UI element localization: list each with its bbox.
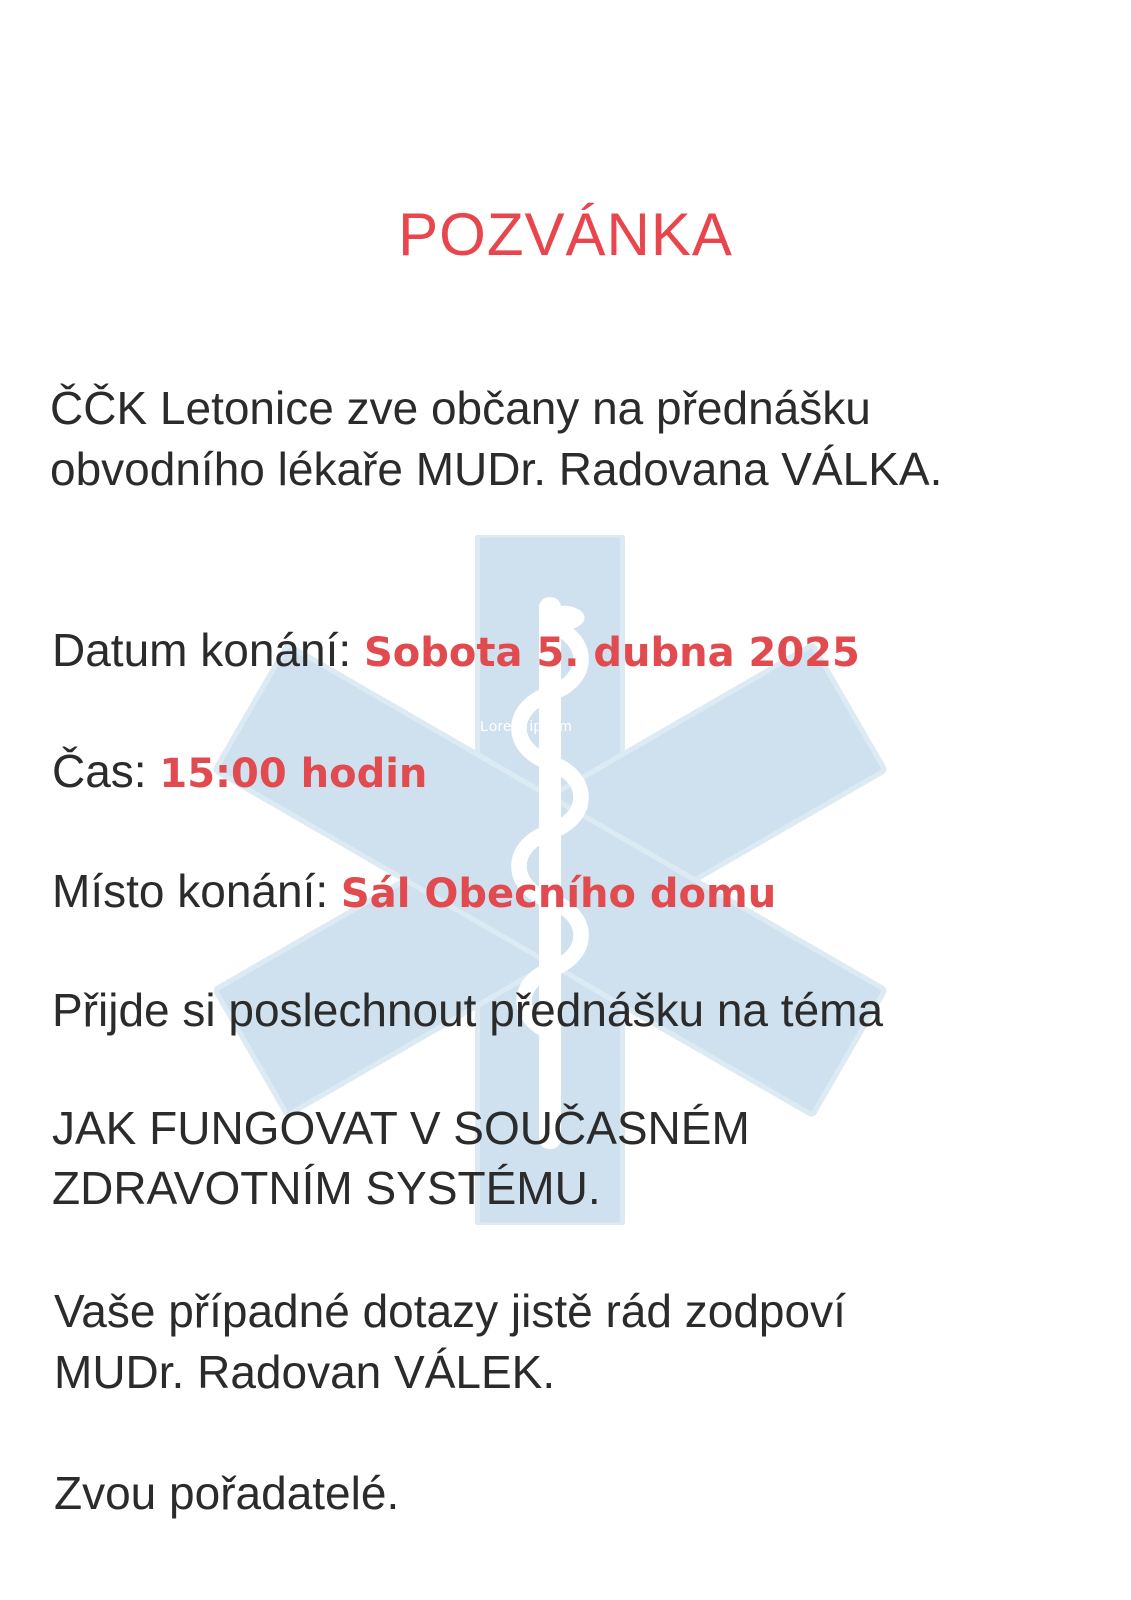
time-row	[52, 741, 427, 804]
intro-line-2: obvodního lékaře MUDr. Radovana VÁLKA.	[50, 443, 943, 495]
date-row	[52, 620, 860, 683]
topic-intro: Přijde si poslechnout přednášku na téma	[52, 984, 884, 1036]
place-value: Sál Obecního domu	[340, 871, 777, 917]
questions-line-1: Vaše případné dotazy jistě rád zodpoví	[54, 1285, 846, 1337]
date-value: Sobota 5. dubna 2025	[363, 630, 860, 676]
date-label: Datum konání:	[52, 624, 352, 676]
closing: Zvou pořadatelé.	[54, 1467, 400, 1519]
time-label: Čas:	[52, 745, 147, 797]
place-row	[52, 861, 776, 924]
place-label: Místo konání:	[52, 865, 329, 917]
questions-line-2: MUDr. Radovan VÁLEK.	[54, 1346, 556, 1398]
topic-line-2: ZDRAVOTNÍM SYSTÉMU.	[52, 1162, 601, 1214]
time-value: 15:00 hodin	[159, 751, 428, 797]
topic-line-1: JAK FUNGOVAT V SOUČASNÉM	[52, 1102, 750, 1154]
page-title: POZVÁNKA	[398, 201, 733, 268]
watermark-text: Lorem ipsum	[480, 718, 573, 735]
intro-line-1: ČČK Letonice zve občany na přednášku	[50, 382, 871, 434]
